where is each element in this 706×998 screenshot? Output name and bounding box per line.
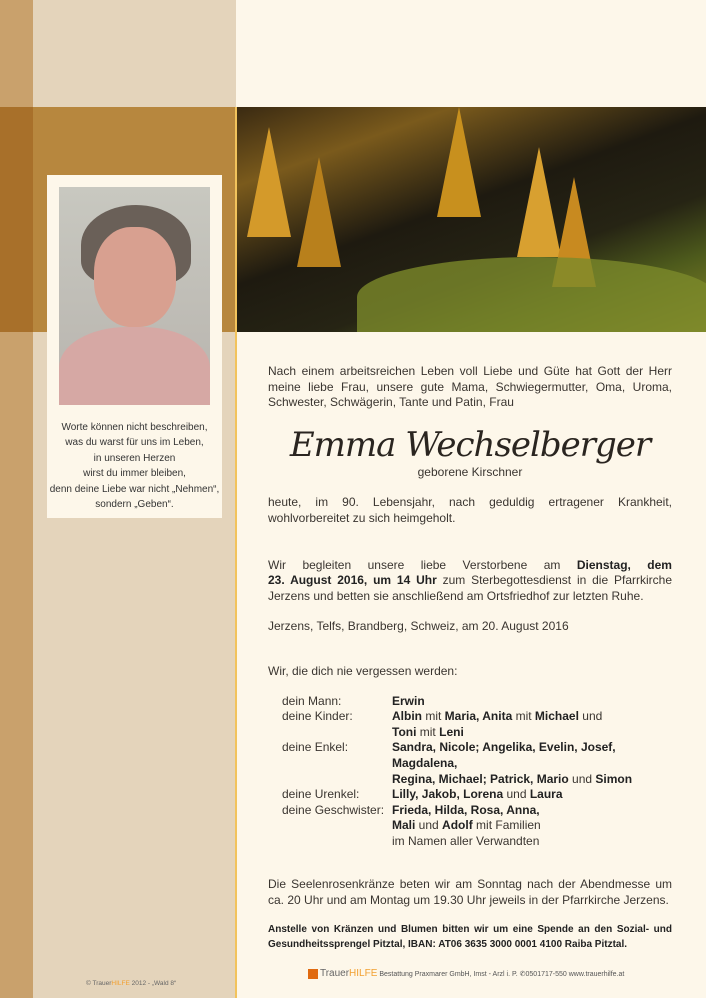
relative-label: deine Kinder: bbox=[282, 709, 353, 724]
rosary-text: Die Seelenrosenkränze beten wir am Sonntag nach der Abendmesse um ca. 20 Uhr und am Montag um 19.30 Uhr jeweils in der Pfarrkirche Jerzens. bbox=[268, 877, 672, 908]
death-text: heute, im 90. Lebensjahr, nach geduldig ertragener Krankheit, wohlvorbereitet zu sich heimgeholt. bbox=[268, 495, 672, 525]
relative-label bbox=[282, 818, 392, 834]
quote-line: in unseren Herzen bbox=[93, 452, 176, 464]
relative-names: Frieda, Hilda, Rosa, Anna, bbox=[392, 802, 540, 817]
relative-row bbox=[282, 709, 672, 725]
relative-row bbox=[282, 694, 672, 710]
relative-row bbox=[282, 787, 672, 803]
memorial-quote bbox=[47, 420, 222, 512]
quote-line: wirst du immer bleiben, bbox=[83, 468, 186, 480]
autumn-forest-image bbox=[237, 107, 706, 332]
relative-row bbox=[282, 725, 672, 741]
maiden-name: geborene Kirschner bbox=[417, 464, 523, 479]
copyright: © TrauerHILFE 2012 - „Wald 8“ bbox=[86, 980, 177, 987]
intro-text: Nach einem arbeitsreichen Leben voll Liebe und Güte hat Gott der Herr meine liebe Frau, unsere gute Mama, Schwiegermutter, Oma, Uroma, Schwester, Schwägerin, Tante und Patin, Frau bbox=[268, 364, 672, 410]
relative-names: Mali und Adolf mit Familien bbox=[392, 818, 541, 833]
donation-text: Anstelle von Kränzen und Blumen bitten wir um eine Spende an den Sozial- und Gesundheitssprengel Pitztal, IBAN: AT06 3635 3000 0001 4100 Raiba Pitztal. bbox=[268, 923, 672, 950]
relative-label bbox=[282, 772, 392, 788]
relative-names: Sandra, Nicole; Angelika, Evelin, Josef, Magdalena, bbox=[392, 740, 616, 770]
relative-label: deine Geschwister: bbox=[282, 802, 385, 817]
relative-names: Albin mit Maria, Anita mit Michael und bbox=[392, 709, 603, 724]
place-date: Jerzens, Telfs, Brandberg, Schweiz, am 20. August 2016 bbox=[268, 619, 569, 634]
relative-names: Toni mit Leni bbox=[392, 724, 464, 739]
relatives-list bbox=[282, 694, 672, 850]
relative-row bbox=[282, 818, 672, 834]
relative-row bbox=[282, 834, 672, 850]
relative-label: deine Urenkel: bbox=[282, 787, 360, 802]
relative-row bbox=[282, 772, 672, 788]
relative-names: Lilly, Jakob, Lorena und Laura bbox=[392, 787, 563, 802]
relative-label bbox=[282, 834, 392, 850]
relative-label: dein Mann: bbox=[282, 693, 342, 708]
relative-label: deine Enkel: bbox=[282, 740, 349, 755]
quote-line: Worte können nicht beschreiben, bbox=[61, 422, 208, 433]
funeral-text: Wir begleiten unsere liebe Verstorbene am Dienstag, dem 23. August 2016, um 14 Uhr zum Sterbegottesdienst in die Pfarrkirche Jerzens und betten sie anschließend am Ortsfriedhof zur letzten Ruhe. bbox=[268, 557, 672, 603]
relative-names: im Namen aller Verwandten bbox=[392, 833, 540, 848]
notice-body bbox=[268, 364, 672, 952]
quote-line: denn deine Liebe war nicht „Nehmen“, bbox=[49, 483, 220, 495]
trauerhilfe-logo-icon bbox=[308, 969, 318, 979]
quote-line: was du warst für uns im Leben, bbox=[65, 437, 204, 449]
relative-names: Regina, Michael; Patrick, Mario und Simon bbox=[392, 771, 633, 786]
relative-names: Erwin bbox=[392, 693, 425, 708]
quote-line: sondern „Geben“. bbox=[95, 499, 174, 511]
portrait-photo bbox=[59, 187, 210, 405]
relative-label bbox=[282, 725, 392, 741]
footer: TrauerHILFE Bestattung Praxmarer GmbH, Imst - Arzl i. P. ✆0501717-550 www.trauerhilfe.at bbox=[308, 968, 624, 979]
relative-row bbox=[282, 740, 672, 771]
relative-row bbox=[282, 803, 672, 819]
deceased-name: Emma Wechselberger bbox=[289, 424, 651, 465]
brown-band-dark bbox=[0, 107, 33, 332]
mourners-intro: Wir, die dich nie vergessen werden: bbox=[268, 663, 458, 678]
